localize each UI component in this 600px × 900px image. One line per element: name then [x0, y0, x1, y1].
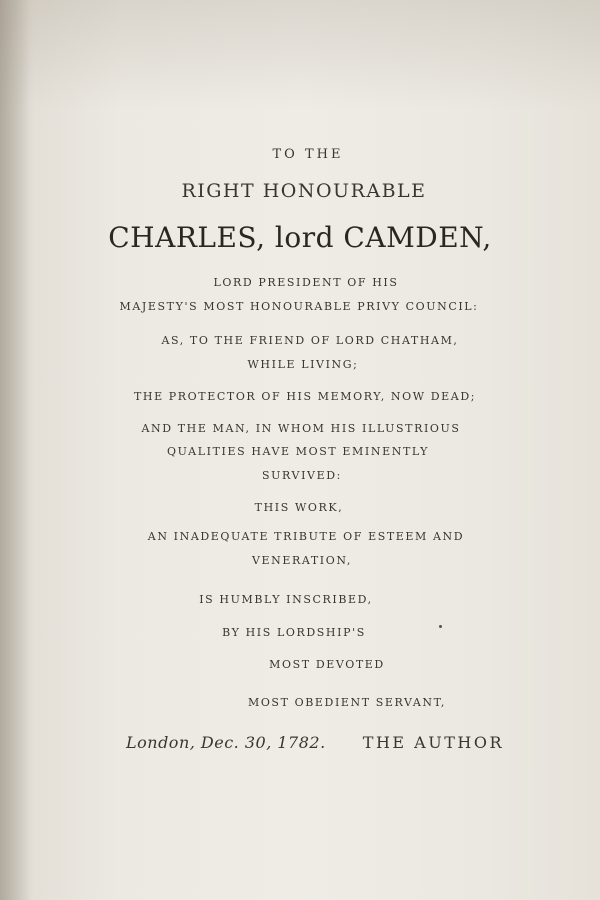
dedication-line: MOST OBEDIENT SERVANT,	[247, 696, 447, 709]
dedication-line: BY HIS LORDSHIP'S	[222, 626, 366, 639]
dedication-line: IS HUMBLY INSCRIBED,	[199, 593, 373, 606]
dedication-line: MOST DEVOTED	[269, 658, 385, 671]
dedication-line: THE PROTECTOR OF HIS MEMORY, NOW DEAD;	[133, 390, 477, 403]
dedication-line: AS, TO THE FRIEND OF LORD CHATHAM,	[161, 334, 459, 347]
dedication-to-the: TO THE	[272, 147, 344, 162]
dedication-line: AND THE MAN, IN WHOM HIS ILLUSTRIOUS	[141, 422, 461, 435]
dedication-line: QUALITIES HAVE MOST EMINENTLY	[167, 445, 429, 458]
dedicatee-name: CHARLES, lord CAMDEN,	[108, 221, 492, 254]
dedication-line: WHILE LIVING;	[247, 358, 359, 371]
page-shadow-top	[0, 0, 600, 110]
place-date: London, Dec. 30, 1782.	[126, 733, 326, 752]
dedication-line: LORD PRESIDENT OF HIS	[213, 276, 399, 289]
dedication-line: SURVIVED:	[262, 469, 342, 482]
author-signature: THE AUTHOR	[362, 733, 504, 752]
dedication-right-honourable: RIGHT HONOURABLE	[181, 180, 427, 202]
signature-row	[126, 733, 526, 752]
dedication-line: AN INADEQUATE TRIBUTE OF ESTEEM AND	[147, 530, 465, 543]
ink-speck	[439, 625, 442, 628]
dedication-line: VENERATION,	[252, 554, 352, 567]
dedication-line: MAJESTY'S MOST HONOURABLE PRIVY COUNCIL:	[119, 300, 479, 313]
dedication-line: THIS WORK,	[254, 501, 344, 514]
